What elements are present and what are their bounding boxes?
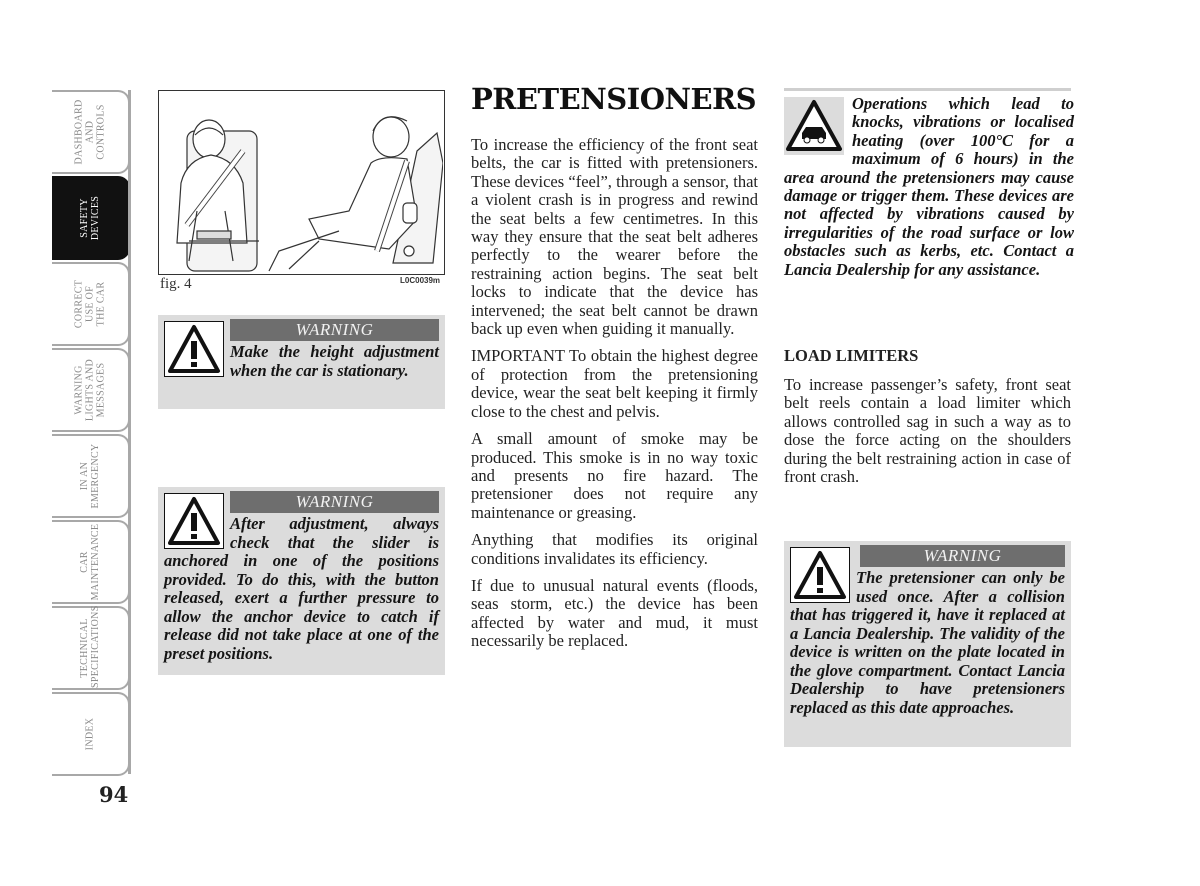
- tab-label: WARNING LIGHTS AND MESSAGES: [73, 358, 107, 422]
- tab-label: CORRECT USE OF THE CAR: [73, 279, 107, 329]
- tab-warning-lights-and-messages[interactable]: [52, 348, 130, 432]
- caution-note: [784, 95, 1074, 279]
- body-paragraph: If due to unusual natural events (floods, seas storm, etc.) the device has been affected by water and mud, it must necessarily be replaced.: [471, 575, 758, 651]
- divider: [784, 88, 1071, 91]
- tab-spine: [128, 90, 131, 774]
- warning-text: Make the height adjustment when the car is stationary.: [230, 342, 439, 380]
- warning-triangle-icon: [164, 493, 224, 549]
- page-number: 94: [99, 782, 129, 807]
- page-title: PRETENSIONERS: [471, 82, 757, 116]
- warning-triangle-icon: [790, 547, 850, 603]
- warning-title: WARNING: [230, 319, 439, 341]
- figure-code: L0C0039m: [400, 276, 441, 285]
- body-paragraph: Anything that modifies its original conditions invalidates its efficiency.: [471, 530, 758, 568]
- tab-in-an-emergency[interactable]: [52, 434, 130, 518]
- warning-title: WARNING: [860, 545, 1065, 567]
- tab-label: INDEX: [84, 717, 96, 751]
- body-paragraph: A small amount of smoke may be produced. This smoke is in no way toxic and presents no fire hazard. The pretensioner does not require any maintenance or greasing.: [471, 429, 758, 522]
- body-paragraph: To increase the efficiency of the front seat belts, the car is fitted with pretensioners. These devices “feel”, through a sensor, that a violent crash is in progress and rewind the seat belts a few centimetres. In this way they ensure that the seat belt adheres perfectly to the wearer before the restraining action begins. The seat belt locks to indicate that the device has intervened; the seat belt cannot be drawn back up even when guiding it manually.: [471, 135, 758, 339]
- tab-label: DASHBOARD AND CONTROLS: [73, 99, 107, 165]
- warning-triangle-icon: [164, 321, 224, 377]
- seated-passengers-drawing: [159, 91, 443, 273]
- figure-caption: fig. 4: [160, 276, 192, 292]
- caution-text: Operations which lead to knocks, vibrations or localised heating (over 100°C for a maximum of 6 hours) in the area around the pretensioners may cause damage or trigger them. These devices are not affected by vibrations caused by irregularities of the road surface or low obstacles such as kerbs, etc. Contact a Lancia Dealership for any assistance.: [784, 94, 1074, 279]
- seat-belt-illustration: [158, 90, 445, 275]
- tab-correct-use-of-the-car[interactable]: [52, 262, 130, 346]
- body-paragraph: IMPORTANT To obtain the highest degree of protection from the pretensioning device, wear the seat belt keeping it firmly close to the chest and pelvis.: [471, 346, 758, 421]
- tab-technical-specifications[interactable]: [52, 606, 130, 690]
- tab-index[interactable]: [52, 692, 130, 776]
- load-limiters-text: To increase passenger’s safety, front seat belt reels contain a load limiter which allows controlled sag in such a way as to dose the force acting on the shoulders during the belt restraining action in case of front crash.: [784, 375, 1071, 487]
- warning-box: [158, 315, 445, 409]
- tab-safety-devices[interactable]: [52, 176, 130, 260]
- warning-box: [158, 487, 445, 675]
- warning-text: The pretensioner can only be used once. After a collision that has triggered it, have it replaced at a Lancia Dealership. The validity of the device is written on the plate located in the glove compartment. Contact Lancia Dealership to have pretensioners replaced as this date approaches.: [790, 568, 1065, 717]
- tab-label: SAFETY DEVICES: [79, 195, 101, 241]
- warning-title: WARNING: [230, 491, 439, 513]
- warning-text: After adjustment, always check that the slider is anchored in one of the positions provided. To do this, with the button released, exert a further pressure to allow the anchor device to catch if release did not take place at one of the preset positions.: [164, 514, 439, 663]
- tab-dashboard-and-controls[interactable]: [52, 90, 130, 174]
- tab-label: IN AN EMERGENCY: [79, 443, 101, 509]
- pretensioners-body: [471, 136, 758, 660]
- car-caution-icon: [784, 97, 844, 155]
- tab-label: TECHNICAL SPECIFICATIONS: [79, 605, 101, 688]
- tab-car-maintenance[interactable]: [52, 520, 130, 604]
- warning-box: [784, 541, 1071, 747]
- load-limiters-heading: LOAD LIMITERS: [784, 346, 919, 365]
- tab-label: CAR MAINTENANCE: [79, 523, 101, 601]
